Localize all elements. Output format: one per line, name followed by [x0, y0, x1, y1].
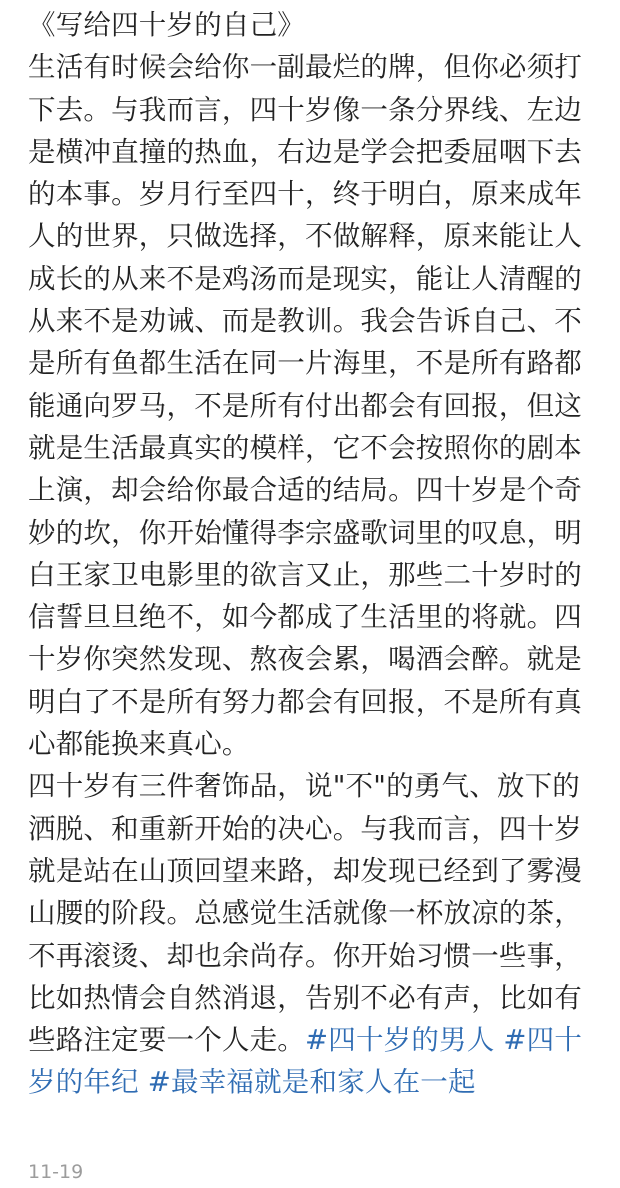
post-text-line: 就是站在山顶回望来路，却发现已经到了雾漫	[28, 854, 582, 887]
post-text-line: 明白了不是所有努力都会有回报，不是所有真	[28, 685, 582, 718]
post-text-line: 白王家卫电影里的欲言又止，那些二十岁时的	[28, 558, 582, 591]
hashtag-link-forty-year-old-man[interactable]: #四十岁的男人	[305, 1024, 495, 1057]
post-text-line-with-tags	[28, 1061, 596, 1103]
post-text-line: 十岁你突然发现、熬夜会累，喝酒会醉。就是	[28, 643, 582, 676]
post-text-line: 的本事。岁月行至四十，终于明白，原来成年	[28, 178, 582, 211]
post-text-line: 从来不是劝诫、而是教训。我会告诉自己、不	[28, 305, 582, 338]
post-text-line: 比如热情会自然消退，告别不必有声，比如有	[28, 981, 582, 1014]
post-title: 《写给四十岁的自己》	[28, 9, 305, 41]
post-text-line: 下去。与我而言，四十岁像一条分界线、左边	[28, 93, 582, 126]
post-text-line: 就是生活最真实的模样，它不会按照你的剧本	[28, 431, 582, 464]
post-text-line: 是所有鱼都生活在同一片海里，不是所有路都	[28, 347, 582, 380]
post-text-line: 山腰的阶段。总感觉生活就像一杯放凉的茶，	[28, 897, 582, 930]
post-body	[28, 4, 596, 1104]
post-text-line-with-tags	[28, 1019, 596, 1061]
post-date: 11-19	[28, 1161, 84, 1183]
post-text-line: 是横冲直撞的热血，右边是学会把委屈咽下去	[28, 135, 582, 168]
hashtag-link-age-forty-part2[interactable]: 岁的年纪	[28, 1066, 139, 1099]
post-text-line: 心都能换来真心。	[28, 728, 250, 761]
hashtag-link-age-forty-part1[interactable]: #四十	[503, 1024, 583, 1057]
post-text-line: 生活有时候会给你一副最烂的牌，但你必须打	[28, 51, 582, 84]
post-text-line: 洒脱、和重新开始的决心。与我而言，四十岁	[28, 812, 582, 845]
hashtag-link-happiest-with-family[interactable]: #最幸福就是和家人在一起	[147, 1066, 476, 1099]
post-text-segment: 些路注定要一个人走。	[28, 1024, 305, 1057]
post-text-line: 不再滚烫、却也余尚存。你开始习惯一些事，	[28, 939, 582, 972]
post-text-line: 成长的从来不是鸡汤而是现实，能让人清醒的	[28, 262, 582, 295]
post-text-line: 信誓旦旦绝不，如今都成了生活里的将就。四	[28, 601, 582, 634]
post-text-line: 妙的坎，你开始懂得李宗盛歌词里的叹息，明	[28, 516, 582, 549]
post-text-line: 能通向罗马，不是所有付出都会有回报，但这	[28, 389, 582, 422]
post-text-line: 人的世界，只做选择，不做解释，原来能让人	[28, 220, 582, 253]
post-text-line: 上演，却会给你最合适的结局。四十岁是个奇	[28, 474, 582, 507]
post-text-line: 四十岁有三件奢饰品，说"不"的勇气、放下的	[28, 770, 580, 803]
